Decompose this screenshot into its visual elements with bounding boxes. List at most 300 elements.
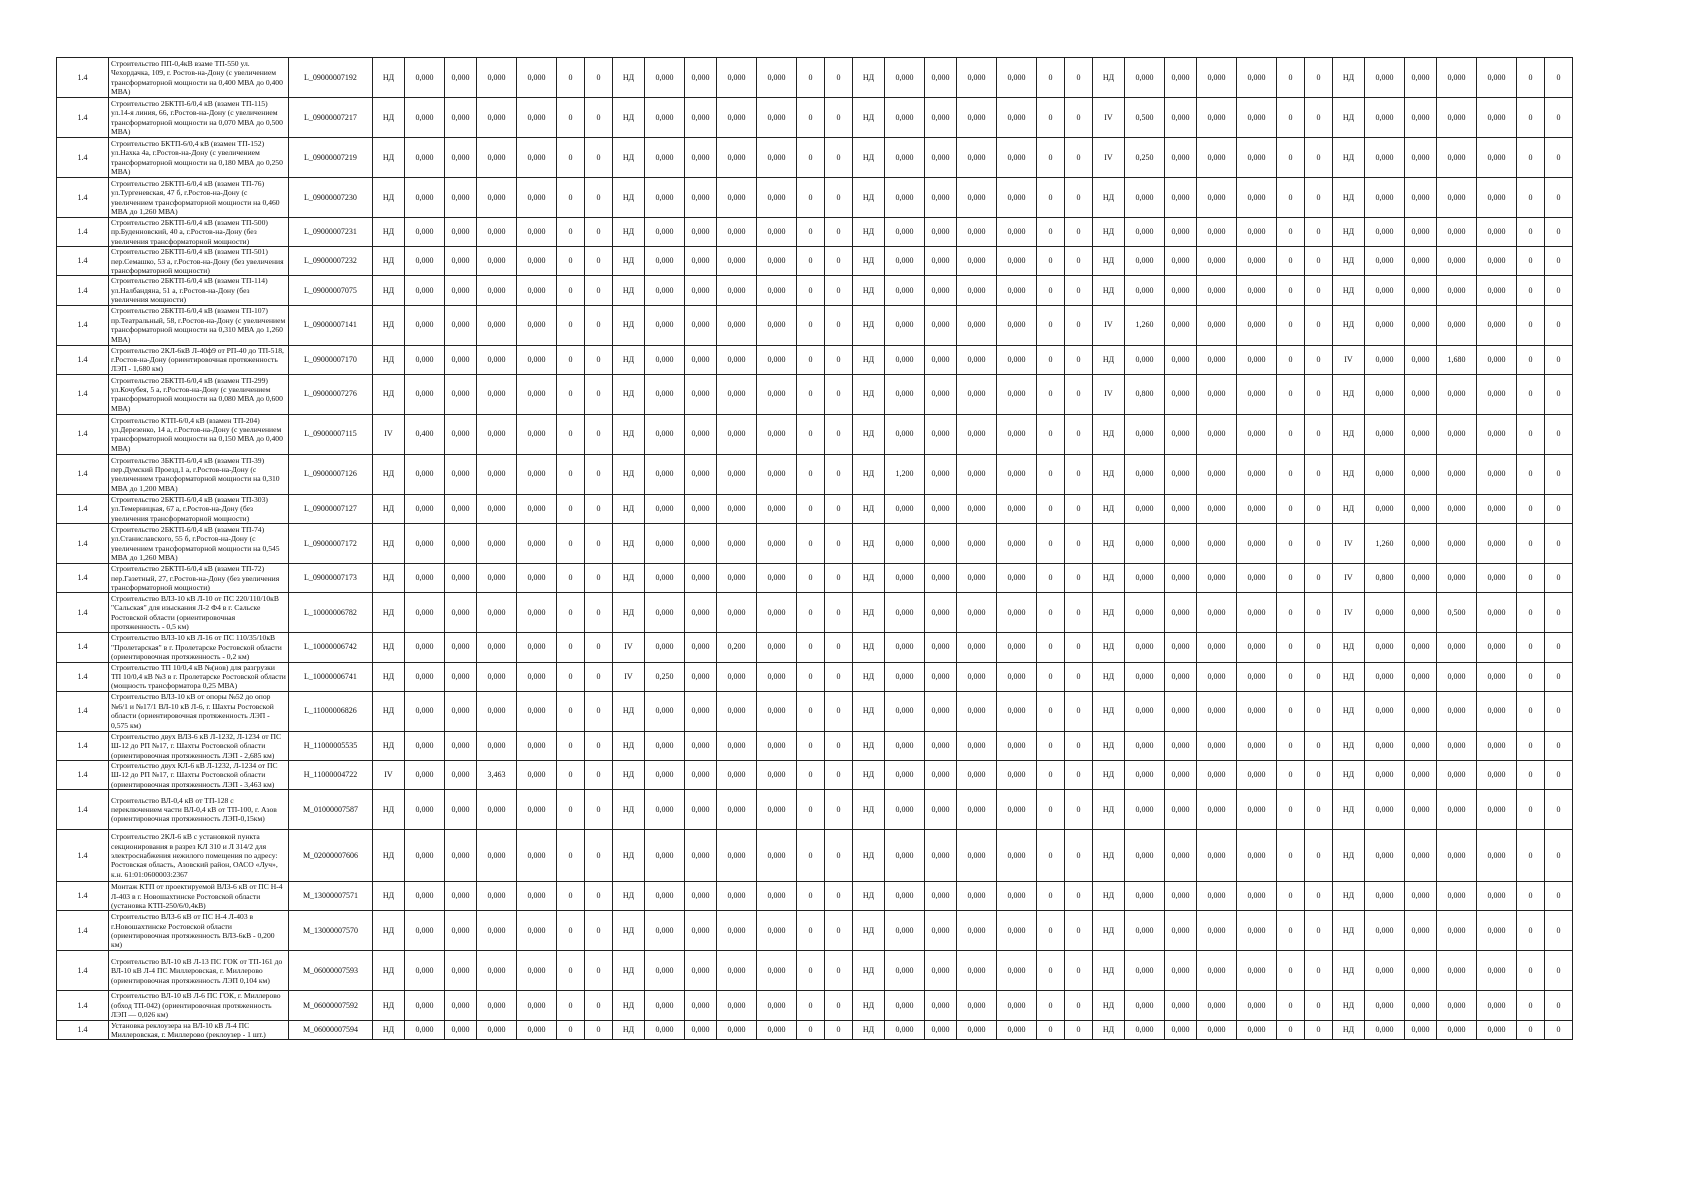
value-cell: 0 — [1277, 247, 1305, 276]
value-cell: 0,000 — [1405, 593, 1437, 633]
value-cell: НД — [1093, 454, 1125, 494]
value-cell: 0,000 — [717, 760, 757, 789]
value-cell: 0 — [797, 691, 825, 731]
value-cell: 0 — [1277, 58, 1305, 98]
value-cell: 0,000 — [1197, 305, 1237, 345]
value-cell: 0 — [1545, 98, 1573, 138]
value-cell: 0,000 — [1165, 494, 1197, 523]
value-cell: 0,000 — [1197, 178, 1237, 218]
value-cell: 0 — [1277, 524, 1305, 564]
value-cell: 0,000 — [885, 218, 925, 247]
value-cell: 0 — [1277, 830, 1305, 882]
value-cell: 0 — [1517, 662, 1545, 691]
value-cell: 0,000 — [1365, 58, 1405, 98]
value-cell: 0,500 — [1125, 98, 1165, 138]
value-cell: 0 — [1277, 593, 1305, 633]
value-cell: НД — [373, 276, 405, 305]
project-description-cell: Строительство 2БКТП-6/0,4 кВ (взамен ТП-107) пр.Театральный, 58, г.Ростов-на-Дону (с увеличением трансформаторной мощности на 0,310 МВА до 1,260 МВА) — [109, 305, 289, 345]
value-cell: НД — [613, 98, 645, 138]
project-description-cell: Строительство 2БКТП-6/0,4 кВ (взамен ТП-299) ул.Кочубея, 5 а, г.Ростов-на-Дону (с увеличением трансформаторной мощности на 0,080 МВА до 0,600 МВА) — [109, 374, 289, 414]
value-cell: 0 — [585, 882, 613, 911]
value-cell: 0 — [1037, 593, 1065, 633]
value-cell: НД — [373, 178, 405, 218]
project-description-cell: Строительство 3БКТП-6/0,4 кВ (взамен ТП-39) пер.Думский Проезд,1 а, г.Ростов-на-Дону (с увеличением трансформаторной мощности на 0,310 МВА до 1,200 МВА) — [109, 454, 289, 494]
value-cell: 0 — [1037, 454, 1065, 494]
value-cell: 0,000 — [645, 1020, 685, 1040]
value-cell: 0,000 — [1477, 790, 1517, 830]
row-number-cell: 1.4 — [57, 911, 109, 951]
value-cell: 0 — [1065, 276, 1093, 305]
value-cell: 0,000 — [685, 138, 717, 178]
value-cell: 0,000 — [1165, 1020, 1197, 1040]
value-cell: 0,000 — [477, 247, 517, 276]
value-cell: 0,000 — [717, 951, 757, 991]
value-cell: 0,000 — [645, 374, 685, 414]
value-cell: 0,000 — [957, 138, 997, 178]
value-cell: 0,000 — [1437, 494, 1477, 523]
value-cell: 0,000 — [925, 276, 957, 305]
value-cell: 0,000 — [477, 98, 517, 138]
project-code-cell: L_09000007170 — [289, 345, 373, 374]
value-cell: 0 — [1305, 760, 1333, 789]
value-cell: 0,000 — [1197, 218, 1237, 247]
value-cell: 0,000 — [925, 731, 957, 760]
value-cell: 0 — [1545, 633, 1573, 662]
value-cell: 0 — [1305, 98, 1333, 138]
value-cell: НД — [853, 178, 885, 218]
value-cell: 0,000 — [1197, 882, 1237, 911]
value-cell: 0 — [1545, 951, 1573, 991]
value-cell: 0 — [1065, 951, 1093, 991]
value-cell: 0 — [1545, 882, 1573, 911]
value-cell: 0,000 — [405, 276, 445, 305]
value-cell: 0 — [1037, 911, 1065, 951]
value-cell: 0,000 — [925, 911, 957, 951]
value-cell: 0 — [1545, 345, 1573, 374]
value-cell: 0,000 — [517, 305, 557, 345]
value-cell: 0,000 — [445, 138, 477, 178]
value-cell: 0,000 — [885, 593, 925, 633]
value-cell: 0,000 — [1125, 564, 1165, 593]
value-cell: НД — [853, 662, 885, 691]
value-cell: 0 — [1065, 991, 1093, 1020]
value-cell: 0 — [557, 1020, 585, 1040]
value-cell: 0,000 — [1237, 633, 1277, 662]
value-cell: 0,000 — [885, 414, 925, 454]
project-description-cell: Установка реклоузера на ВЛ-10 кВ Л-4 ПС Миллеровская, г. Миллерово (реклоузер - 1 шт.) — [109, 1020, 289, 1040]
value-cell: 0 — [797, 494, 825, 523]
row-number-cell: 1.4 — [57, 276, 109, 305]
value-cell: 0,000 — [517, 58, 557, 98]
value-cell: 0,000 — [1165, 830, 1197, 882]
value-cell: НД — [853, 524, 885, 564]
value-cell: НД — [373, 564, 405, 593]
value-cell: 0,000 — [405, 305, 445, 345]
value-cell: 0,000 — [405, 830, 445, 882]
value-cell: 0,000 — [445, 494, 477, 523]
value-cell: 0,000 — [477, 58, 517, 98]
value-cell: 0 — [797, 138, 825, 178]
value-cell: 0 — [557, 345, 585, 374]
value-cell: 0,000 — [1125, 731, 1165, 760]
value-cell: 0 — [1037, 790, 1065, 830]
value-cell: 0,000 — [1365, 178, 1405, 218]
value-cell: 0,000 — [1365, 305, 1405, 345]
value-cell: НД — [613, 830, 645, 882]
value-cell: 0,000 — [717, 374, 757, 414]
value-cell: 0,000 — [885, 374, 925, 414]
value-cell: 0 — [557, 691, 585, 731]
value-cell: 0,000 — [1405, 414, 1437, 454]
value-cell: 0,000 — [517, 494, 557, 523]
value-cell: 0,000 — [757, 58, 797, 98]
value-cell: 1,260 — [1365, 524, 1405, 564]
value-cell: 0 — [557, 593, 585, 633]
value-cell: 0,000 — [477, 991, 517, 1020]
value-cell: 0,000 — [717, 691, 757, 731]
value-cell: 0,000 — [685, 911, 717, 951]
value-cell: 0,000 — [1237, 247, 1277, 276]
value-cell: 0,000 — [997, 414, 1037, 454]
value-cell: 0 — [797, 98, 825, 138]
value-cell: 0 — [797, 305, 825, 345]
value-cell: НД — [373, 790, 405, 830]
value-cell: 0 — [557, 178, 585, 218]
value-cell: 0,000 — [997, 593, 1037, 633]
row-number-cell: 1.4 — [57, 524, 109, 564]
value-cell: НД — [1093, 345, 1125, 374]
value-cell: 0 — [825, 731, 853, 760]
value-cell: НД — [1333, 790, 1365, 830]
value-cell: 0 — [1065, 345, 1093, 374]
value-cell: НД — [1333, 882, 1365, 911]
value-cell: 0,000 — [717, 830, 757, 882]
value-cell: 0,000 — [477, 633, 517, 662]
project-code-cell: L_09000007232 — [289, 247, 373, 276]
value-cell: 0,000 — [1437, 882, 1477, 911]
value-cell: 0,000 — [405, 790, 445, 830]
value-cell: НД — [613, 494, 645, 523]
value-cell: НД — [613, 276, 645, 305]
value-cell: 0 — [797, 276, 825, 305]
value-cell: 0,000 — [757, 374, 797, 414]
value-cell: 0,000 — [925, 454, 957, 494]
value-cell: 0 — [797, 247, 825, 276]
value-cell: 0,000 — [1365, 911, 1405, 951]
value-cell: 0 — [557, 991, 585, 1020]
value-cell: НД — [853, 345, 885, 374]
value-cell: 0 — [1305, 593, 1333, 633]
value-cell: 0,000 — [1437, 524, 1477, 564]
value-cell: 0 — [1545, 305, 1573, 345]
value-cell: НД — [1333, 911, 1365, 951]
value-cell: 0,000 — [477, 305, 517, 345]
table-row — [57, 345, 1573, 374]
value-cell: 0,000 — [1125, 911, 1165, 951]
value-cell: НД — [1093, 58, 1125, 98]
value-cell: 0,000 — [685, 247, 717, 276]
value-cell: 0 — [1037, 760, 1065, 789]
value-cell: НД — [853, 564, 885, 593]
value-cell: 0,000 — [1405, 731, 1437, 760]
value-cell: 0 — [825, 374, 853, 414]
value-cell: НД — [373, 662, 405, 691]
value-cell: 0 — [1065, 58, 1093, 98]
value-cell: 0,000 — [645, 691, 685, 731]
value-cell: 0,000 — [477, 374, 517, 414]
value-cell: 0,000 — [1197, 731, 1237, 760]
value-cell: НД — [373, 951, 405, 991]
value-cell: 0,000 — [645, 305, 685, 345]
value-cell: 0 — [557, 247, 585, 276]
value-cell: 0 — [825, 564, 853, 593]
value-cell: IV — [1333, 564, 1365, 593]
value-cell: 0,000 — [1477, 494, 1517, 523]
project-code-cell: L_10000006742 — [289, 633, 373, 662]
value-cell: НД — [853, 830, 885, 882]
value-cell: 0,800 — [1365, 564, 1405, 593]
value-cell: 0 — [585, 593, 613, 633]
value-cell: 0 — [1517, 414, 1545, 454]
value-cell: 0,000 — [1165, 247, 1197, 276]
value-cell: 0 — [797, 760, 825, 789]
value-cell: 0,000 — [925, 691, 957, 731]
value-cell: 0,000 — [1125, 494, 1165, 523]
value-cell: 0,000 — [925, 58, 957, 98]
value-cell: 0 — [1037, 345, 1065, 374]
value-cell: 0,000 — [1125, 830, 1165, 882]
value-cell: 0,000 — [885, 731, 925, 760]
value-cell: 0,000 — [925, 138, 957, 178]
value-cell: НД — [853, 593, 885, 633]
value-cell: 0,000 — [925, 830, 957, 882]
value-cell: НД — [853, 218, 885, 247]
value-cell: 0 — [1277, 951, 1305, 991]
value-cell: 0,000 — [477, 138, 517, 178]
value-cell: 0 — [1305, 882, 1333, 911]
value-cell: 0 — [1517, 951, 1545, 991]
value-cell: 0,000 — [685, 454, 717, 494]
row-number-cell: 1.4 — [57, 830, 109, 882]
value-cell: 0,000 — [885, 882, 925, 911]
value-cell: 0,000 — [885, 494, 925, 523]
value-cell: 0,000 — [445, 524, 477, 564]
value-cell: 0,000 — [1197, 138, 1237, 178]
value-cell: 0 — [585, 731, 613, 760]
value-cell: 0,000 — [645, 276, 685, 305]
value-cell: 0 — [557, 830, 585, 882]
value-cell: 0 — [1037, 882, 1065, 911]
value-cell: 0,000 — [1405, 305, 1437, 345]
value-cell: 0,000 — [1405, 58, 1437, 98]
value-cell: 0,000 — [445, 882, 477, 911]
value-cell: 0 — [1065, 662, 1093, 691]
value-cell: 0,000 — [477, 524, 517, 564]
value-cell: 0,000 — [997, 991, 1037, 1020]
value-cell: 0,000 — [885, 691, 925, 731]
value-cell: НД — [1093, 178, 1125, 218]
value-cell: 0,000 — [1197, 593, 1237, 633]
row-number-cell: 1.4 — [57, 247, 109, 276]
value-cell: 0,000 — [1165, 58, 1197, 98]
value-cell: 0,000 — [1365, 731, 1405, 760]
value-cell: 0,000 — [405, 454, 445, 494]
value-cell: НД — [373, 98, 405, 138]
value-cell: 0,000 — [517, 731, 557, 760]
row-number-cell: 1.4 — [57, 760, 109, 789]
value-cell: 0 — [1517, 524, 1545, 564]
value-cell: 0,000 — [1477, 731, 1517, 760]
value-cell: 0,000 — [517, 345, 557, 374]
value-cell: НД — [853, 454, 885, 494]
value-cell: 0,000 — [997, 98, 1037, 138]
value-cell: 0,000 — [757, 830, 797, 882]
value-cell: 0 — [1305, 345, 1333, 374]
value-cell: 0,000 — [445, 98, 477, 138]
value-cell: 0,000 — [885, 58, 925, 98]
value-cell: 0,000 — [1165, 345, 1197, 374]
value-cell: 0,500 — [1437, 593, 1477, 633]
project-description-cell: Строительство 2БКТП-6/0,4 кВ (взамен ТП-114) ул.Налбандяна, 51 а, г.Ростов-на-Дону (без увеличения мощности) — [109, 276, 289, 305]
value-cell: 0,000 — [1477, 633, 1517, 662]
value-cell: 0,000 — [685, 830, 717, 882]
table-row — [57, 414, 1573, 454]
value-cell: 0,000 — [445, 951, 477, 991]
value-cell: 0,000 — [1365, 345, 1405, 374]
value-cell: 0,000 — [1197, 951, 1237, 991]
value-cell: 0 — [825, 178, 853, 218]
value-cell: 0,000 — [405, 494, 445, 523]
value-cell: 0 — [825, 218, 853, 247]
value-cell: 0,000 — [717, 1020, 757, 1040]
project-code-cell: L_09000007230 — [289, 178, 373, 218]
value-cell: 0,000 — [1197, 760, 1237, 789]
value-cell: 0,000 — [1477, 98, 1517, 138]
value-cell: 0,000 — [477, 691, 517, 731]
value-cell: 0,000 — [645, 593, 685, 633]
value-cell: 0,000 — [1237, 345, 1277, 374]
value-cell: 0 — [1277, 760, 1305, 789]
value-cell: 0,000 — [925, 524, 957, 564]
table-row — [57, 911, 1573, 951]
value-cell: 0 — [825, 662, 853, 691]
value-cell: 0,000 — [517, 593, 557, 633]
value-cell: 0 — [825, 345, 853, 374]
value-cell: НД — [373, 911, 405, 951]
value-cell: НД — [613, 911, 645, 951]
value-cell: НД — [373, 633, 405, 662]
value-cell: 0 — [1517, 911, 1545, 951]
value-cell: 0 — [557, 374, 585, 414]
value-cell: IV — [613, 662, 645, 691]
value-cell: 0,000 — [1365, 633, 1405, 662]
value-cell: 0 — [1065, 178, 1093, 218]
value-cell: НД — [373, 247, 405, 276]
table-row — [57, 731, 1573, 760]
value-cell: 0,000 — [757, 760, 797, 789]
value-cell: 0,000 — [445, 991, 477, 1020]
value-cell: 0,000 — [517, 454, 557, 494]
value-cell: 0 — [585, 633, 613, 662]
value-cell: 0,000 — [1365, 790, 1405, 830]
table-row — [57, 305, 1573, 345]
value-cell: 0 — [585, 178, 613, 218]
value-cell: 0 — [1277, 276, 1305, 305]
row-number-cell: 1.4 — [57, 178, 109, 218]
value-cell: 0 — [585, 98, 613, 138]
value-cell: 0,000 — [1477, 991, 1517, 1020]
value-cell: 0,000 — [1365, 1020, 1405, 1040]
value-cell: 0 — [797, 911, 825, 951]
value-cell: 0,000 — [1237, 305, 1277, 345]
value-cell: 0 — [557, 414, 585, 454]
value-cell: 0,000 — [405, 345, 445, 374]
value-cell: 0 — [825, 911, 853, 951]
value-cell: 0,400 — [405, 414, 445, 454]
value-cell: НД — [853, 1020, 885, 1040]
row-number-cell: 1.4 — [57, 218, 109, 247]
value-cell: 0,000 — [1125, 790, 1165, 830]
value-cell: НД — [1333, 991, 1365, 1020]
value-cell: 0 — [1545, 662, 1573, 691]
value-cell: 0 — [1517, 790, 1545, 830]
value-cell: 0 — [1517, 633, 1545, 662]
value-cell: НД — [1333, 374, 1365, 414]
table-row — [57, 593, 1573, 633]
value-cell: 0,000 — [997, 494, 1037, 523]
value-cell: 0,000 — [517, 882, 557, 911]
value-cell: 0,000 — [1237, 494, 1277, 523]
project-description-cell: Строительство 2БКТП-6/0,4 кВ (взамен ТП-115) ул.14-я линия, 66, г.Ростов-на-Дону (с увеличением трансформаторной мощности на 0,070 МВА до 0,500 МВА) — [109, 98, 289, 138]
value-cell: НД — [613, 790, 645, 830]
value-cell: 0,000 — [445, 454, 477, 494]
value-cell: 0,000 — [885, 564, 925, 593]
value-cell: 0,000 — [925, 374, 957, 414]
value-cell: 0 — [1545, 790, 1573, 830]
value-cell: 0,000 — [957, 305, 997, 345]
value-cell: 0,000 — [477, 593, 517, 633]
value-cell: 0,000 — [925, 178, 957, 218]
value-cell: 0,000 — [925, 633, 957, 662]
project-description-cell: Строительство ПП-0,4кВ взаме ТП-550 ул. Чехордачка, 109, г. Ростов-на-Дону (с увеличением трансформаторной мощности на 0,400 МВА до 0,400 МВА) — [109, 58, 289, 98]
value-cell: 0,000 — [1365, 691, 1405, 731]
value-cell: 0 — [1305, 662, 1333, 691]
value-cell: 0,000 — [997, 662, 1037, 691]
project-description-cell: Строительство ВЛЗ-6 кВ от ПС Н-4 Л-403 в г.Новошахтинске Ростовской области (ориентировочная протяженность ВЛЗ-6кВ - 0,200 км) — [109, 911, 289, 951]
project-code-cell: M_02000007606 — [289, 830, 373, 882]
value-cell: 0,000 — [1405, 760, 1437, 789]
table-row — [57, 633, 1573, 662]
value-cell: 0 — [1545, 218, 1573, 247]
value-cell: 0,000 — [477, 345, 517, 374]
value-cell: 0 — [1545, 524, 1573, 564]
value-cell: НД — [853, 98, 885, 138]
value-cell: 0,000 — [885, 305, 925, 345]
value-cell: 0,000 — [997, 247, 1037, 276]
value-cell: 0,000 — [517, 414, 557, 454]
value-cell: НД — [1093, 593, 1125, 633]
value-cell: 0,000 — [1165, 305, 1197, 345]
value-cell: 0 — [825, 951, 853, 991]
project-description-cell: Строительство 2БКТП-6/0,4 кВ (взамен ТП-72) пер.Газетный, 27, г.Ростов-на-Дону (без увеличения трансформаторной мощности) — [109, 564, 289, 593]
value-cell: 0,000 — [405, 593, 445, 633]
value-cell: 0,000 — [925, 345, 957, 374]
value-cell: 0 — [1037, 691, 1065, 731]
value-cell: 0 — [1277, 1020, 1305, 1040]
value-cell: 0,000 — [997, 345, 1037, 374]
value-cell: 0,000 — [1237, 991, 1277, 1020]
value-cell: IV — [373, 760, 405, 789]
